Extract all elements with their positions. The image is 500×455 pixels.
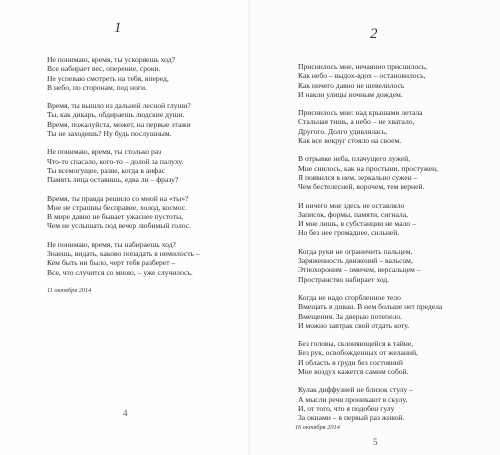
poem-line: Мне не страшны бесправие, холод, космос. <box>47 202 187 212</box>
poem-line: Вмещения. За дверью потепело. <box>298 311 402 321</box>
stanza <box>298 154 498 191</box>
poem-line: Чем бестелесней, ворочем, тем верней. <box>298 182 425 192</box>
poem-text <box>47 55 247 295</box>
poem-line: Как все вокруг стояло на своем. <box>298 136 402 146</box>
poem-line: Знаешь, видать, каково попадать в немилость – <box>47 249 200 259</box>
stanza <box>298 247 498 284</box>
poem-line: За окнами – в первый раз живой. <box>298 413 405 423</box>
poem-line: Ты всемогущее, разве, когда в анфас <box>47 165 165 175</box>
poem-line: И мне лишь, в субстанции не мало – <box>298 219 416 229</box>
poem-date: 16 октября 2014 <box>295 424 340 431</box>
poem-line: И можно завтрак свой отдать коту. <box>298 320 410 330</box>
poem-line: Я появился в нем, зеркально сужен – <box>298 172 418 182</box>
page-number: 5 <box>373 437 378 447</box>
poem-number: 1 <box>114 20 122 36</box>
poem-line: Не понимаю, время, ты ускоряешь ход? <box>47 55 175 64</box>
stanza <box>47 147 247 184</box>
poem-line: Без головы, склоняющейся к тайне, <box>298 339 414 349</box>
poem-date: 11 октября 2014 <box>47 286 92 294</box>
poem-line: Приснилось мне, нечаянно приснилось, <box>298 62 428 71</box>
poem-line: И накли улицы ночным дождем. <box>298 89 403 99</box>
poem-line: Когда руки не ограничить пальцем, <box>298 246 413 256</box>
poem-line: Вмещать в диван. В нем больше нет предела <box>298 302 443 312</box>
poem-line: В отрывке неба, плачущего лужей, <box>298 154 411 164</box>
poem-line: И, от того, что я подобен гулу <box>298 403 395 413</box>
poem-line: Как ничего давно не шевелилось <box>298 80 405 90</box>
stanza <box>298 108 498 145</box>
page-number: 4 <box>123 408 128 418</box>
poem-number: 2 <box>370 26 378 42</box>
poem-line: Не успеваю смотреть на тебя, вперед, <box>47 73 169 83</box>
poem-line: Записок, формы, памяти, сигнала, <box>298 209 408 219</box>
stanza <box>47 55 247 92</box>
stanza <box>298 201 498 238</box>
poem-line: В небо, по сторонам, под ноги. <box>47 82 147 92</box>
poem-line: Стальная тишь, а небо – не хватало, <box>298 117 415 127</box>
poem-line: Заряженность движений – вальсом, <box>298 256 413 266</box>
stanza <box>47 194 247 231</box>
poem-line: И ничего мне здесь не оставляло <box>298 200 405 210</box>
poem-line: Без рук, освобожденных от желаний, <box>298 348 418 358</box>
right-page <box>250 0 500 455</box>
poem-line: Как небо – выдох-вдох – остановилось, <box>298 71 426 81</box>
poem-line: Пространство набирает ход. <box>298 274 390 284</box>
poem-line: Мне воздух кажется самим собой. <box>298 367 409 377</box>
poem-line: Не понимаю, время, ты набираешь ход? <box>47 239 176 249</box>
poem-line: Время, ты вышло из дальней лесной глуши? <box>47 101 191 111</box>
stanza <box>298 339 498 376</box>
poem-line: Ты, как дикарь, обдираешь людские души. <box>47 110 185 120</box>
poem-line: Не понимаю, время, ты столько раз <box>47 147 162 157</box>
stanza <box>298 62 498 99</box>
poem-line: Что-то спасало, кого-то – долой за палуху. <box>47 156 184 166</box>
poem-line: Память лица оставишь, едва ли – фразу? <box>47 175 179 185</box>
poem-line: Кем быть ни было, черт тебя разберет – <box>47 258 176 268</box>
poem-line: Другого. Долго удивлялась, <box>298 126 388 136</box>
stanza <box>298 293 498 330</box>
poem-line: Приснилось мне: над крышами летала <box>298 108 423 118</box>
stanza <box>47 101 247 138</box>
poem-text <box>298 62 498 432</box>
poem-line: Время, ты правда решило со мной на «ты»? <box>47 193 189 203</box>
stanza <box>47 240 247 277</box>
poem-line: Этнохороним – омичем, версальцем – <box>298 265 421 275</box>
poem-line: Все набирает вес, оперение, сроки. <box>47 64 161 74</box>
poem-line: Ты не заходишь? Ну будь послушным. <box>47 129 172 139</box>
poem-line: Время, пожалуйста, может, на первые этажи <box>47 119 191 129</box>
stanza <box>298 385 498 422</box>
poem-line: Но без нее громаднее, сильней. <box>298 228 400 238</box>
poem-line: Кулак диффузией не близок стулу – <box>298 385 413 395</box>
poem-line: Когда не надо сгорбленное тело <box>298 292 401 302</box>
poem-line: Все, что случится со мною, – уже случилось. <box>47 267 193 277</box>
poem-line: И область в груди без состояний <box>298 357 403 367</box>
poem-line: В мире давно не бывает ужаснее пустоты, <box>47 212 184 222</box>
poem-line: Мне снилось, как на простыни, простужен, <box>298 163 439 173</box>
poem-line: Чем не услышать под вечер любимый голос. <box>47 221 192 231</box>
poem-line: А мысли речи проникают в скулу, <box>298 394 408 404</box>
